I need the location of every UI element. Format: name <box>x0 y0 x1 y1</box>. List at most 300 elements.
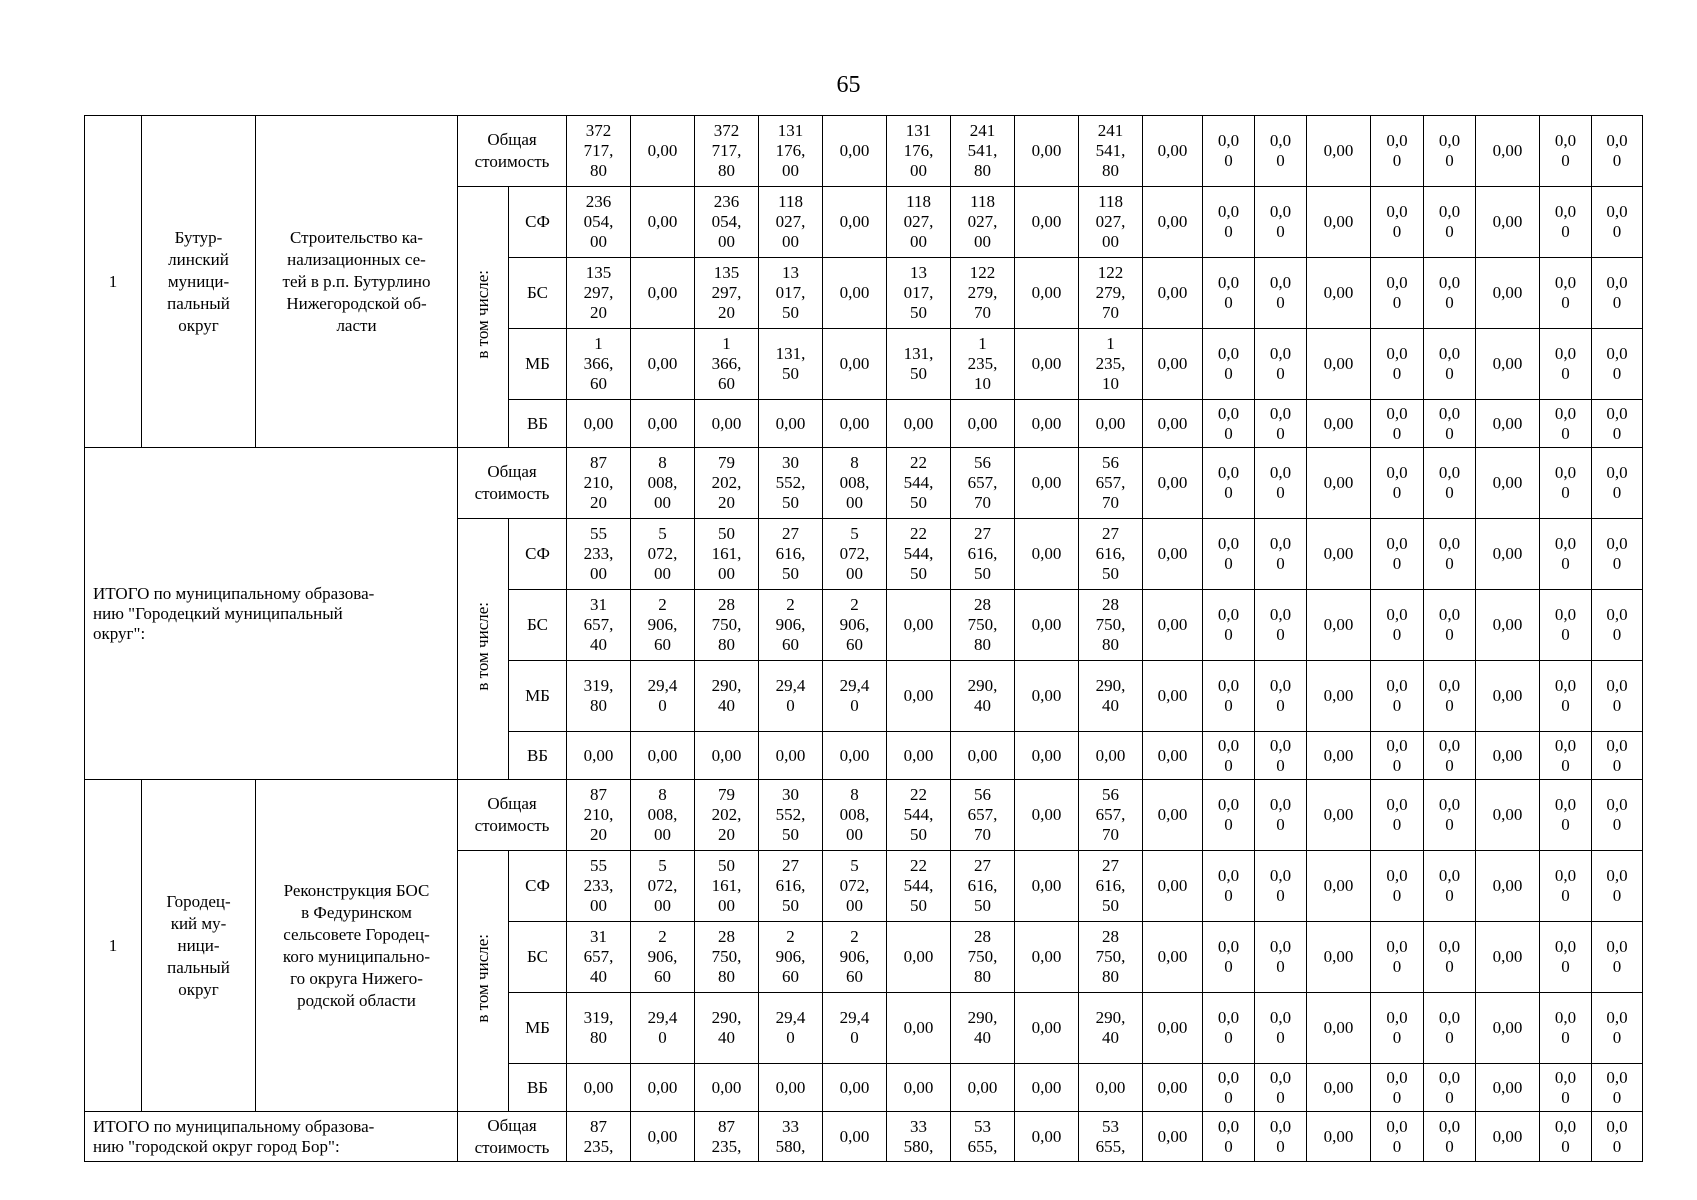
value-cell <box>1424 993 1476 1064</box>
cell-line: 29,4 <box>839 1008 870 1027</box>
cell-line: 0,00 <box>1492 141 1523 160</box>
cell-line: нию "городской округ город Бор": <box>93 1136 340 1156</box>
cell-line: 236 <box>713 192 740 211</box>
value-cell <box>1143 187 1203 258</box>
value-cell <box>1476 993 1540 1064</box>
value-cell <box>1255 258 1307 329</box>
value-cell <box>1592 400 1643 448</box>
cell-line: 27 <box>782 524 800 543</box>
cell-line: 241 <box>1097 121 1124 140</box>
including-text: в том числе: <box>473 270 492 359</box>
cell-line: 0,00 <box>903 745 934 765</box>
cell-line: 906, <box>647 615 678 634</box>
cell-line: 28 <box>718 595 736 614</box>
value-cell <box>1371 258 1424 329</box>
cell-line: Строительство ка- <box>290 227 423 247</box>
value-cell <box>1079 400 1143 448</box>
value-cell <box>1592 993 1643 1064</box>
value-cell <box>1424 1064 1476 1112</box>
cell-line: 0,00 <box>1157 615 1188 634</box>
value-cell <box>887 780 951 851</box>
cell-line: 0,00 <box>1031 473 1062 492</box>
value-cell <box>1203 851 1255 922</box>
cell-line: 0,0 <box>1217 605 1240 624</box>
cell-line: 00 <box>782 161 800 180</box>
value-cell <box>823 519 887 590</box>
cell-line: 80 <box>974 161 992 180</box>
cell-line: 0,0 <box>1606 403 1628 423</box>
total-cost-label <box>458 448 567 519</box>
cell-line: 297, <box>583 283 614 302</box>
cell-line: 290, <box>1095 676 1126 695</box>
value-cell <box>759 519 823 590</box>
value-cell <box>823 187 887 258</box>
cell-line: 750, <box>967 947 998 966</box>
source-label-mb: МБ <box>509 329 567 400</box>
cell-line: 0,0 <box>1438 605 1461 624</box>
cell-line: 297, <box>711 283 742 302</box>
cell-line: 906, <box>647 947 678 966</box>
value-cell <box>1540 448 1592 519</box>
value-cell <box>887 590 951 661</box>
cell-line: 0 <box>1392 957 1402 976</box>
table-row <box>85 780 1643 851</box>
value-cell <box>695 661 759 732</box>
cell-line: 40 <box>1102 1028 1120 1047</box>
cell-line: 027, <box>967 212 998 231</box>
cell-line: 0,00 <box>1492 686 1523 705</box>
cell-line: 0,0 <box>1269 676 1292 695</box>
cell-line: 366, <box>583 354 614 373</box>
cell-line: 29,4 <box>647 676 678 695</box>
cell-line: 0 <box>1392 696 1402 715</box>
cell-line: 0,0 <box>1438 273 1461 292</box>
cell-line: 56 <box>974 453 992 472</box>
value-cell <box>759 1112 823 1162</box>
value-cell <box>951 922 1015 993</box>
cell-line: 0 <box>1445 886 1454 905</box>
cell-line: 0,00 <box>647 212 678 231</box>
cell-line: 0 <box>1612 364 1622 383</box>
value-cell <box>1307 116 1371 187</box>
value-cell <box>1540 187 1592 258</box>
value-cell <box>1476 922 1540 993</box>
cell-line: 22 <box>910 856 928 875</box>
cell-line: 0,0 <box>1269 866 1292 885</box>
cell-line: 0,0 <box>1606 1116 1628 1136</box>
cell-line: 233, <box>583 544 614 563</box>
cell-line: 0 <box>1445 1136 1454 1156</box>
cell-line: 0 <box>1392 815 1402 834</box>
cell-line: 0 <box>1224 423 1233 443</box>
cell-line: 0,00 <box>1031 283 1062 302</box>
cell-line: 0,0 <box>1269 937 1292 956</box>
cell-line: 544, <box>903 473 934 492</box>
value-cell <box>1371 732 1424 780</box>
value-cell <box>695 187 759 258</box>
cell-line: 0,0 <box>1438 1008 1461 1027</box>
cell-line: 0,00 <box>1492 413 1523 433</box>
cell-line: 657, <box>1095 473 1126 492</box>
cell-line: 0 <box>1276 1087 1285 1107</box>
cell-line: 0,0 <box>1217 735 1240 755</box>
value-cell <box>631 851 695 922</box>
cell-line: 0,00 <box>1323 947 1354 966</box>
cell-line: 0,00 <box>1323 745 1354 765</box>
value-cell <box>631 732 695 780</box>
cell-line: 0,00 <box>1157 1077 1188 1097</box>
cell-line: 27 <box>974 524 992 543</box>
cell-line: 0,0 <box>1554 866 1577 885</box>
value-cell <box>695 922 759 993</box>
value-cell <box>1255 661 1307 732</box>
cell-line: 027, <box>775 212 806 231</box>
cell-line: 0 <box>1612 222 1622 241</box>
cell-line: 0,0 <box>1217 1116 1240 1136</box>
cell-line: 0,00 <box>647 283 678 302</box>
cell-line: 0,0 <box>1606 131 1628 150</box>
cell-line: 0 <box>1392 293 1402 312</box>
cell-line: 0,00 <box>1157 544 1188 563</box>
cell-line: 0,0 <box>1438 463 1461 482</box>
cell-line: 0,0 <box>1386 1116 1408 1136</box>
budget-table <box>84 115 1643 1162</box>
cell-line: 0 <box>1561 696 1570 715</box>
value-cell <box>1592 661 1643 732</box>
value-cell <box>1476 661 1540 732</box>
cell-line: 87 <box>590 785 608 804</box>
cell-line: 118 <box>1098 192 1123 211</box>
value-cell <box>1079 780 1143 851</box>
cell-line: 0 <box>1445 423 1454 443</box>
cell-line: 0,0 <box>1554 403 1577 423</box>
cell-line: 0,0 <box>1554 937 1577 956</box>
value-cell <box>1592 922 1643 993</box>
value-cell <box>887 661 951 732</box>
cell-line: 0 <box>1392 755 1402 775</box>
including-label <box>458 187 509 448</box>
cell-line: 5 <box>658 856 667 875</box>
value-cell <box>1203 258 1255 329</box>
cell-line: 0,0 <box>1269 131 1292 150</box>
cell-line: 655, <box>1095 1136 1126 1156</box>
value-cell <box>1476 780 1540 851</box>
cell-line: Общая <box>487 462 537 481</box>
value-cell <box>1592 329 1643 400</box>
value-cell <box>1424 851 1476 922</box>
cell-line: ници- <box>177 935 220 955</box>
value-cell <box>1371 187 1424 258</box>
cell-line: 50 <box>718 524 736 543</box>
value-cell <box>1255 590 1307 661</box>
value-cell <box>1143 116 1203 187</box>
cell-line: Реконструкция БОС <box>283 880 430 900</box>
cell-line: округ": <box>93 623 146 643</box>
cell-line: 0 <box>1612 815 1622 834</box>
cell-line: 0,00 <box>647 354 678 373</box>
source-label-bs: БС <box>509 922 567 993</box>
cell-line: 717, <box>583 141 614 160</box>
cell-line: 0,0 <box>1217 131 1240 150</box>
cell-line: 0 <box>1445 222 1454 241</box>
row-number: 1 <box>85 780 142 1112</box>
cell-line: 0,00 <box>1323 686 1354 705</box>
cell-line: 0,00 <box>1031 1126 1062 1146</box>
cell-line: 70 <box>1102 303 1120 322</box>
value-cell <box>1476 329 1540 400</box>
source-label-sf: СФ <box>509 851 567 922</box>
cell-line: 0,00 <box>1492 1018 1523 1037</box>
value-cell <box>1143 400 1203 448</box>
value-cell <box>567 258 631 329</box>
total-title <box>85 448 458 780</box>
value-cell <box>1540 661 1592 732</box>
value-cell <box>1424 116 1476 187</box>
value-cell <box>567 116 631 187</box>
cell-line: 0,0 <box>1438 937 1461 956</box>
value-cell <box>1307 519 1371 590</box>
cell-line: 0,0 <box>1386 735 1408 755</box>
cell-line: 0 <box>1445 483 1454 502</box>
value-cell <box>1203 1112 1255 1162</box>
cell-line: 60 <box>654 635 672 654</box>
value-cell <box>631 661 695 732</box>
cell-line: 0,0 <box>1438 344 1461 363</box>
cell-line: 00 <box>846 825 864 844</box>
cell-line: 50 <box>782 364 800 383</box>
cell-line: в Федуринском <box>301 902 412 922</box>
value-cell <box>759 448 823 519</box>
cell-line: 0,00 <box>839 141 870 160</box>
cell-line: 0,0 <box>1554 676 1577 695</box>
cell-line: 55 <box>590 856 608 875</box>
value-cell <box>1307 661 1371 732</box>
value-cell <box>695 993 759 1064</box>
value-cell <box>567 590 631 661</box>
cell-line: 0,0 <box>1554 605 1577 624</box>
cell-line: 0,00 <box>903 686 934 705</box>
value-cell <box>1424 400 1476 448</box>
cell-line: 0,00 <box>1492 283 1523 302</box>
cell-line: 0 <box>1445 1028 1454 1047</box>
table-row <box>85 448 1643 519</box>
cell-line: 0,00 <box>1095 745 1126 765</box>
cell-line: 0 <box>1392 483 1402 502</box>
cell-line: 0,00 <box>711 413 742 433</box>
cell-line: 00 <box>590 896 608 915</box>
value-cell <box>1307 922 1371 993</box>
value-cell <box>1592 519 1643 590</box>
cell-line: 28 <box>718 927 736 946</box>
cell-line: 0,0 <box>1269 403 1292 423</box>
cell-line: 70 <box>974 825 992 844</box>
cell-line: 0 <box>1224 755 1233 775</box>
value-cell <box>1255 732 1307 780</box>
cell-line: 5 <box>850 856 859 875</box>
cell-line: 0 <box>1561 1087 1570 1107</box>
source-label-sf: СФ <box>509 187 567 258</box>
cell-line: 0,00 <box>583 1077 614 1097</box>
value-cell <box>823 851 887 922</box>
cell-line: 0,00 <box>647 1126 678 1146</box>
value-cell <box>1203 922 1255 993</box>
cell-line: 0,00 <box>1492 805 1523 824</box>
value-cell <box>1203 187 1255 258</box>
value-cell <box>759 116 823 187</box>
cell-line: 22 <box>910 785 928 804</box>
cell-line: 0 <box>1224 293 1233 312</box>
cell-line: 0,0 <box>1386 866 1408 885</box>
value-cell <box>1592 448 1643 519</box>
value-cell <box>1143 1064 1203 1112</box>
value-cell <box>759 922 823 993</box>
cell-line: 552, <box>775 473 806 492</box>
cell-line: 906, <box>775 615 806 634</box>
value-cell <box>1079 851 1143 922</box>
cell-line: 072, <box>839 544 870 563</box>
cell-line: 0,0 <box>1386 795 1408 814</box>
cell-line: 0,0 <box>1554 795 1577 814</box>
cell-line: 0,0 <box>1606 202 1628 221</box>
cell-line: 0,00 <box>1492 544 1523 563</box>
cell-line: 20 <box>590 303 608 322</box>
cell-line: 017, <box>903 283 934 302</box>
cell-line: 00 <box>654 825 672 844</box>
value-cell <box>695 329 759 400</box>
cell-line: 0 <box>1445 957 1454 976</box>
value-cell <box>1203 116 1255 187</box>
value-cell <box>1424 1112 1476 1162</box>
project-description <box>256 116 458 448</box>
value-cell <box>1371 519 1424 590</box>
value-cell <box>1540 922 1592 993</box>
cell-line: тей в р.п. Бутурлино <box>282 271 431 291</box>
value-cell <box>1203 993 1255 1064</box>
cell-line: 0 <box>1612 483 1622 502</box>
cell-line: 0 <box>1276 222 1285 241</box>
value-cell <box>1255 329 1307 400</box>
cell-line: 50 <box>910 303 928 322</box>
value-cell <box>1371 851 1424 922</box>
cell-line: 80 <box>1102 635 1120 654</box>
cell-line: 0 <box>1224 696 1233 715</box>
cell-line: 87 <box>718 1116 736 1136</box>
value-cell <box>695 780 759 851</box>
cell-line: 30 <box>782 453 800 472</box>
cell-line: 202, <box>711 473 742 492</box>
cell-line: 27 <box>1102 524 1120 543</box>
value-cell <box>887 851 951 922</box>
cell-line: 0,0 <box>1269 795 1292 814</box>
value-cell <box>567 922 631 993</box>
cell-line: 40 <box>718 696 736 715</box>
value-cell <box>567 993 631 1064</box>
value-cell <box>887 1064 951 1112</box>
cell-line: 00 <box>654 896 672 915</box>
value-cell <box>1143 780 1203 851</box>
cell-line: 29,4 <box>647 1008 678 1027</box>
cell-line: 0,0 <box>1269 605 1292 624</box>
cell-line: 290, <box>711 676 742 695</box>
value-cell <box>887 187 951 258</box>
value-cell <box>631 922 695 993</box>
value-cell <box>823 400 887 448</box>
value-cell <box>1540 400 1592 448</box>
value-cell <box>631 448 695 519</box>
cell-line: 0 <box>1276 1136 1285 1156</box>
cell-line: 0,0 <box>1606 605 1628 624</box>
value-cell <box>567 851 631 922</box>
cell-line: 290, <box>967 1008 998 1027</box>
value-cell <box>1371 329 1424 400</box>
cell-line: 56 <box>1102 785 1120 804</box>
value-cell <box>631 258 695 329</box>
value-cell <box>567 448 631 519</box>
cell-line: 0 <box>850 1028 859 1047</box>
value-cell <box>1424 590 1476 661</box>
cell-line: 20 <box>718 825 736 844</box>
cell-line: 1 <box>1106 334 1115 353</box>
cell-line: 0,00 <box>1492 1126 1523 1146</box>
cell-line: 906, <box>775 947 806 966</box>
cell-line: 60 <box>782 967 800 986</box>
cell-line: 0,0 <box>1554 344 1577 363</box>
cell-line: 0 <box>1392 222 1402 241</box>
cell-line: 0,00 <box>1157 1126 1188 1146</box>
value-cell <box>1015 329 1079 400</box>
cell-line: 0,0 <box>1554 273 1577 292</box>
cell-line: 27 <box>1102 856 1120 875</box>
cell-line: 616, <box>1095 544 1126 563</box>
cell-line: 5 <box>850 524 859 543</box>
value-cell <box>1015 258 1079 329</box>
cell-line: 40 <box>590 635 608 654</box>
cell-line: Общая <box>487 794 537 813</box>
value-cell <box>1307 1064 1371 1112</box>
value-cell <box>1143 519 1203 590</box>
value-cell <box>1203 519 1255 590</box>
cell-line: 00 <box>846 493 864 512</box>
cell-line: 0,0 <box>1606 534 1628 553</box>
value-cell <box>1015 448 1079 519</box>
cell-line: 0 <box>1561 222 1570 241</box>
cell-line: 008, <box>839 805 870 824</box>
cell-line: 0 <box>1392 423 1402 443</box>
cell-line: 0,0 <box>1386 202 1408 221</box>
cell-line: 50 <box>910 564 928 583</box>
cell-line: 0,00 <box>1031 1018 1062 1037</box>
cell-line: 00 <box>846 564 864 583</box>
cell-line: 0 <box>786 696 795 715</box>
cell-line: 279, <box>967 283 998 302</box>
cell-line: 0,00 <box>903 615 934 634</box>
cell-line: 0,00 <box>647 1077 678 1097</box>
value-cell <box>1203 448 1255 519</box>
value-cell <box>1592 1112 1643 1162</box>
value-cell <box>951 519 1015 590</box>
cell-line: 0,0 <box>1554 1067 1577 1087</box>
value-cell <box>1540 590 1592 661</box>
value-cell <box>1255 187 1307 258</box>
value-cell <box>1592 258 1643 329</box>
cell-line: 0,00 <box>1157 354 1188 373</box>
cell-line: 0,00 <box>1157 805 1188 824</box>
cell-line: 241 <box>969 121 996 140</box>
value-cell <box>1540 329 1592 400</box>
value-cell <box>695 400 759 448</box>
cell-line: 657, <box>1095 805 1126 824</box>
cell-line: 054, <box>711 212 742 231</box>
